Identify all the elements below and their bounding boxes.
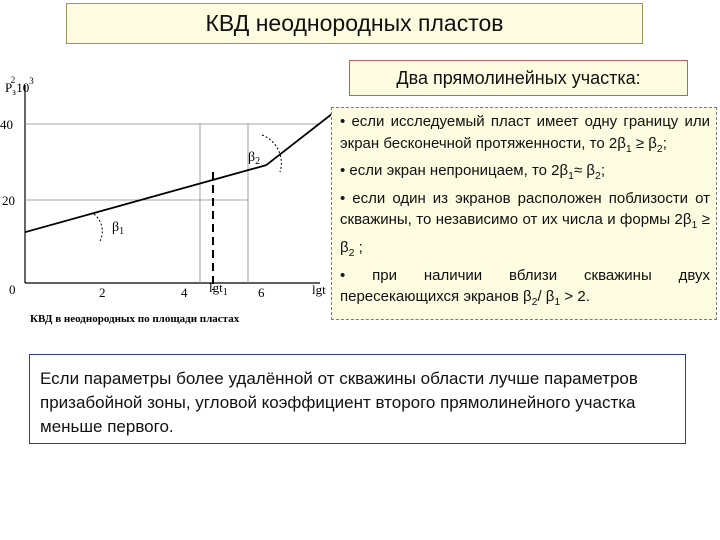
x-axis-label: lgt — [312, 282, 326, 297]
bullet-marker: • — [340, 162, 346, 180]
bullet-item-2: • если экран непроницаем, то $2\beta_1\approx \beta_2$; — [340, 162, 606, 183]
angle-arc-beta1 — [94, 214, 102, 241]
x-tick-6: 6 — [258, 285, 265, 300]
x-tick-2: 2 — [99, 285, 106, 300]
bullet-marker: • — [340, 189, 346, 207]
bullet-marker: • — [340, 113, 346, 130]
bullet-item-4: • при наличии вблизи скважины двух пересекающихся экранов $\beta_2/$ $\beta_1 > 2$. — [340, 266, 710, 309]
conclusion-box — [29, 354, 686, 444]
break-label-lgt1: lgt$_1$ — [209, 280, 228, 298]
second-linear-segment — [266, 87, 332, 165]
conclusion-text: Если параметры более удалённой от скважины области лучше параметров призабойной зоны, угловой коэффициент второго прямолинейного участка меньше первого. — [40, 369, 638, 436]
subtitle-text: Два прямолинейных участка: — [396, 67, 641, 88]
x-tick-4: 4 — [181, 285, 188, 300]
angle-label-beta2: $\beta_2$ — [248, 150, 261, 167]
subtitle-box — [349, 60, 688, 96]
slide-title — [66, 3, 643, 44]
angle-arc-beta2 — [262, 135, 281, 172]
bullet-marker: • — [340, 266, 346, 284]
slide-title-text: КВД неоднородных пластов — [205, 10, 504, 36]
angle-label-beta1: $\beta_1$ — [112, 220, 125, 237]
y-tick-0: 0 — [9, 282, 16, 297]
bullets-box — [331, 107, 717, 320]
chart-caption: КВД в неоднородных по площади пластах — [30, 313, 240, 325]
bullet-item-1: • если исследуемый пласт имеет одну границу или экран бесконечной протяженности, то $2\beta_1 \ge \beta_2$; — [340, 113, 710, 155]
y-axis-label: $P_з210^3$ — [5, 75, 34, 97]
y-tick-20: 20 — [2, 193, 15, 208]
kvd-chart — [0, 62, 332, 332]
first-linear-segment — [25, 165, 266, 232]
bullet-item-3: • если один из экранов расположен поблизости от скважины, то независимо от их числа и формы $2\beta_1 \ge \beta_2$ ; — [340, 189, 710, 259]
y-tick-40: 40 — [0, 117, 13, 132]
